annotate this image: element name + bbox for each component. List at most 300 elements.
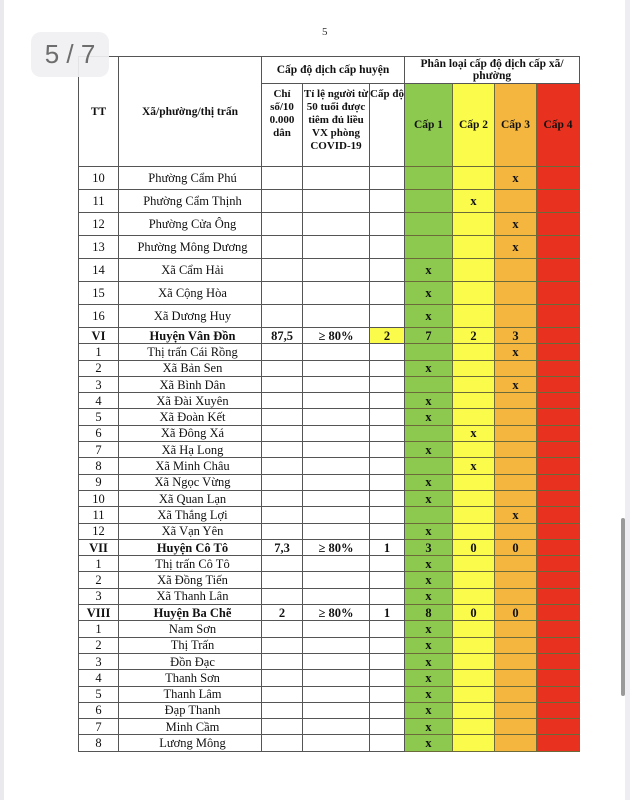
cell-cap-do (370, 621, 405, 637)
table-row (79, 236, 580, 259)
cell-cap3 (495, 442, 537, 458)
cell-cap-do (370, 556, 405, 572)
cell-cap4 (537, 190, 580, 213)
cell-chi-so: 2 (262, 605, 303, 621)
cell-cap3: 0 (495, 605, 537, 621)
cell-ti-le (303, 409, 370, 425)
cell-cap-do (370, 637, 405, 653)
cell-name: Huyện Cô Tô (119, 539, 262, 555)
table-row (79, 282, 580, 305)
cell-name: Xã Đông Xá (119, 425, 262, 441)
cell-ti-le (303, 719, 370, 735)
cell-name: Xã Cộng Hòa (119, 282, 262, 305)
cell-cap1: x (405, 621, 453, 637)
cell-cap2 (453, 702, 495, 718)
cell-cap2 (453, 507, 495, 523)
cell-cap3: x (495, 167, 537, 190)
table-row (79, 344, 580, 360)
cell-cap3 (495, 556, 537, 572)
cell-cap3 (495, 719, 537, 735)
cell-ti-le (303, 344, 370, 360)
cell-cap1 (405, 344, 453, 360)
cell-ti-le (303, 588, 370, 604)
cell-tt: 6 (79, 702, 119, 718)
cell-cap2: x (453, 190, 495, 213)
cell-cap2 (453, 376, 495, 392)
cell-name: Xã Vạn Yên (119, 523, 262, 539)
cell-cap1: 7 (405, 328, 453, 344)
cell-chi-so: 7,3 (262, 539, 303, 555)
cell-name: Phường Cẩm Thịnh (119, 190, 262, 213)
cell-cap-do (370, 442, 405, 458)
cell-cap1: 3 (405, 539, 453, 555)
cell-ti-le (303, 686, 370, 702)
cell-ti-le (303, 621, 370, 637)
cell-ti-le: ≥ 80% (303, 539, 370, 555)
cell-chi-so (262, 572, 303, 588)
cell-cap-do (370, 344, 405, 360)
cell-cap2 (453, 490, 495, 506)
cell-cap4 (537, 490, 580, 506)
table-row (79, 719, 580, 735)
cell-ti-le (303, 236, 370, 259)
page-indicator-badge: 5 / 7 (31, 32, 109, 77)
cell-cap3: x (495, 376, 537, 392)
cell-cap3 (495, 282, 537, 305)
cell-cap2 (453, 409, 495, 425)
cell-cap2 (453, 653, 495, 669)
cell-name: Thanh Lâm (119, 686, 262, 702)
cell-cap3 (495, 653, 537, 669)
cell-cap-do (370, 393, 405, 409)
cell-cap4 (537, 458, 580, 474)
cell-tt: 4 (79, 393, 119, 409)
cell-cap1: x (405, 719, 453, 735)
cell-tt: 12 (79, 213, 119, 236)
scrollbar-thumb[interactable] (621, 518, 625, 696)
cell-cap-do (370, 259, 405, 282)
cell-tt: 14 (79, 259, 119, 282)
cell-cap3 (495, 588, 537, 604)
cell-cap3 (495, 259, 537, 282)
cell-cap1: x (405, 409, 453, 425)
cell-chi-so (262, 282, 303, 305)
cell-cap-do (370, 572, 405, 588)
header-chi-so: Chỉ số/10 0.000 dân (262, 84, 303, 167)
printed-page-number: 5 (322, 26, 328, 38)
cell-cap4 (537, 702, 580, 718)
cell-cap1 (405, 213, 453, 236)
header-district-group: Cấp độ dịch cấp huyện (262, 57, 405, 84)
cell-cap4 (537, 167, 580, 190)
cell-cap3 (495, 490, 537, 506)
cell-cap-do (370, 719, 405, 735)
cell-cap2 (453, 572, 495, 588)
cell-cap4 (537, 621, 580, 637)
cell-cap1: x (405, 490, 453, 506)
cell-cap1 (405, 376, 453, 392)
table-row (79, 458, 580, 474)
cell-name: Thị trấn Cô Tô (119, 556, 262, 572)
cell-chi-so (262, 360, 303, 376)
cell-cap1: x (405, 572, 453, 588)
table-row (79, 305, 580, 328)
cell-cap3: x (495, 236, 537, 259)
cell-chi-so (262, 523, 303, 539)
table-row (79, 670, 580, 686)
cell-cap-do (370, 490, 405, 506)
header-cap1: Cấp 1 (405, 84, 453, 167)
cell-name: Lương Mông (119, 735, 262, 751)
cell-cap2 (453, 588, 495, 604)
cell-ti-le (303, 523, 370, 539)
cell-cap-do: 1 (370, 539, 405, 555)
cell-cap2 (453, 621, 495, 637)
cell-cap4 (537, 442, 580, 458)
cell-cap1: x (405, 523, 453, 539)
cell-tt: 11 (79, 507, 119, 523)
cell-cap3 (495, 572, 537, 588)
cell-name: Xã Đài Xuyên (119, 393, 262, 409)
table-row (79, 442, 580, 458)
cell-cap2 (453, 735, 495, 751)
cell-chi-so: 87,5 (262, 328, 303, 344)
cell-tt: 2 (79, 360, 119, 376)
cell-cap2 (453, 167, 495, 190)
cell-tt: 11 (79, 190, 119, 213)
cell-tt: 9 (79, 474, 119, 490)
cell-cap4 (537, 637, 580, 653)
header-tt: TT (79, 57, 119, 167)
cell-cap2 (453, 344, 495, 360)
cell-cap-do (370, 305, 405, 328)
cell-ti-le (303, 393, 370, 409)
cell-cap2 (453, 637, 495, 653)
cell-chi-so (262, 425, 303, 441)
cell-chi-so (262, 213, 303, 236)
cell-cap1 (405, 167, 453, 190)
table-row (79, 409, 580, 425)
cell-cap-do (370, 523, 405, 539)
table-row (79, 360, 580, 376)
district-row (79, 328, 580, 344)
cell-tt: 5 (79, 686, 119, 702)
cell-cap4 (537, 572, 580, 588)
cell-chi-so (262, 259, 303, 282)
header-cap3: Cấp 3 (495, 84, 537, 167)
cell-cap4 (537, 735, 580, 751)
cell-cap2 (453, 393, 495, 409)
cell-cap1 (405, 236, 453, 259)
cell-cap4 (537, 409, 580, 425)
cell-chi-so (262, 458, 303, 474)
cell-cap2 (453, 442, 495, 458)
cell-cap-do (370, 190, 405, 213)
cell-chi-so (262, 409, 303, 425)
table-row (79, 572, 580, 588)
cell-tt: 7 (79, 442, 119, 458)
cell-cap4 (537, 539, 580, 555)
cell-ti-le (303, 572, 370, 588)
cell-name: Xã Đồng Tiến (119, 572, 262, 588)
cell-tt: 1 (79, 344, 119, 360)
cell-cap3: x (495, 213, 537, 236)
cell-chi-so (262, 490, 303, 506)
table-row (79, 259, 580, 282)
viewer-left-edge (0, 0, 4, 800)
cell-cap4 (537, 425, 580, 441)
table-row (79, 621, 580, 637)
cell-cap-do (370, 409, 405, 425)
cell-chi-so (262, 719, 303, 735)
cell-name: Minh Cầm (119, 719, 262, 735)
cell-cap3: x (495, 344, 537, 360)
table-row (79, 376, 580, 392)
cell-name: Xã Dương Huy (119, 305, 262, 328)
cell-name: Thị trấn Cái Rồng (119, 344, 262, 360)
cell-cap3 (495, 360, 537, 376)
cell-name: Phường Cẩm Phú (119, 167, 262, 190)
cell-cap4 (537, 719, 580, 735)
cell-name: Huyện Vân Đồn (119, 328, 262, 344)
table-row (79, 507, 580, 523)
cell-ti-le (303, 442, 370, 458)
cell-ti-le (303, 376, 370, 392)
cell-cap-do (370, 653, 405, 669)
cell-cap4 (537, 360, 580, 376)
cell-cap4 (537, 344, 580, 360)
cell-name: Xã Cẩm Hải (119, 259, 262, 282)
header-cap-do: Cấp độ (370, 84, 405, 167)
epidemic-level-table (78, 56, 580, 752)
cell-cap1: 8 (405, 605, 453, 621)
cell-cap3: 0 (495, 539, 537, 555)
cell-ti-le (303, 167, 370, 190)
cell-chi-so (262, 621, 303, 637)
cell-name: Huyện Ba Chẽ (119, 605, 262, 621)
cell-tt: VI (79, 328, 119, 344)
cell-cap2 (453, 686, 495, 702)
cell-cap2 (453, 360, 495, 376)
cell-ti-le (303, 637, 370, 653)
cell-cap4 (537, 653, 580, 669)
cell-chi-so (262, 556, 303, 572)
table-row (79, 702, 580, 718)
header-ti-le: Tỉ lệ người từ 50 tuổi được tiêm đủ liều VX phòng COVID-19 (303, 84, 370, 167)
header-commune-group: Phân loại cấp độ dịch cấp xã/ phường (405, 57, 580, 84)
cell-cap4 (537, 686, 580, 702)
cell-chi-so (262, 344, 303, 360)
cell-name: Xã Bình Dân (119, 376, 262, 392)
cell-ti-le (303, 702, 370, 718)
table-row (79, 588, 580, 604)
cell-cap2 (453, 305, 495, 328)
cell-name: Thị Trấn (119, 637, 262, 653)
cell-name: Xã Minh Châu (119, 458, 262, 474)
cell-chi-so (262, 588, 303, 604)
cell-cap3 (495, 637, 537, 653)
cell-tt: 5 (79, 409, 119, 425)
cell-cap3 (495, 393, 537, 409)
cell-cap1: x (405, 474, 453, 490)
cell-cap2 (453, 670, 495, 686)
table-row (79, 637, 580, 653)
cell-name: Xã Quan Lạn (119, 490, 262, 506)
table-row (79, 213, 580, 236)
table-row (79, 474, 580, 490)
cell-cap2 (453, 282, 495, 305)
cell-tt: 1 (79, 621, 119, 637)
scroll-track[interactable] (625, 0, 630, 800)
cell-cap2: 2 (453, 328, 495, 344)
cell-chi-so (262, 190, 303, 213)
table-body (79, 167, 580, 752)
cell-tt: 13 (79, 236, 119, 259)
cell-cap3 (495, 409, 537, 425)
cell-cap4 (537, 507, 580, 523)
cell-cap4 (537, 474, 580, 490)
cell-chi-so (262, 376, 303, 392)
cell-cap2 (453, 523, 495, 539)
cell-cap4 (537, 393, 580, 409)
cell-cap-do (370, 588, 405, 604)
cell-tt: VIII (79, 605, 119, 621)
table-row (79, 523, 580, 539)
cell-cap3 (495, 686, 537, 702)
cell-cap2 (453, 556, 495, 572)
cell-chi-so (262, 653, 303, 669)
cell-name: Thanh Sơn (119, 670, 262, 686)
cell-chi-so (262, 702, 303, 718)
cell-cap4 (537, 588, 580, 604)
cell-cap4 (537, 305, 580, 328)
cell-tt: 8 (79, 735, 119, 751)
cell-cap2 (453, 236, 495, 259)
cell-cap1: x (405, 670, 453, 686)
cell-chi-so (262, 637, 303, 653)
cell-cap1 (405, 190, 453, 213)
cell-cap-do (370, 735, 405, 751)
cell-ti-le (303, 259, 370, 282)
cell-tt: 7 (79, 719, 119, 735)
cell-cap4 (537, 605, 580, 621)
table-row (79, 653, 580, 669)
cell-chi-so (262, 393, 303, 409)
table-row (79, 190, 580, 213)
cell-chi-so (262, 507, 303, 523)
cell-chi-so (262, 305, 303, 328)
cell-cap2: 0 (453, 539, 495, 555)
cell-ti-le: ≥ 80% (303, 605, 370, 621)
cell-cap-do (370, 282, 405, 305)
cell-ti-le (303, 507, 370, 523)
cell-tt: 2 (79, 637, 119, 653)
cell-ti-le (303, 653, 370, 669)
cell-cap1: x (405, 259, 453, 282)
cell-name: Xã Đoàn Kết (119, 409, 262, 425)
cell-cap-do (370, 236, 405, 259)
cell-cap3 (495, 425, 537, 441)
cell-tt: 3 (79, 376, 119, 392)
cell-cap1: x (405, 442, 453, 458)
cell-cap2 (453, 259, 495, 282)
cell-cap3 (495, 474, 537, 490)
cell-cap1: x (405, 305, 453, 328)
cell-tt: 10 (79, 167, 119, 190)
table-row (79, 425, 580, 441)
table-row (79, 735, 580, 751)
cell-tt: 12 (79, 523, 119, 539)
cell-cap2 (453, 474, 495, 490)
cell-cap-do (370, 213, 405, 236)
cell-ti-le (303, 735, 370, 751)
cell-ti-le (303, 425, 370, 441)
cell-cap-do (370, 702, 405, 718)
cell-cap-do (370, 458, 405, 474)
cell-cap-do (370, 167, 405, 190)
cell-cap1 (405, 425, 453, 441)
cell-cap4 (537, 259, 580, 282)
cell-name: Xã Thanh Lân (119, 588, 262, 604)
cell-chi-so (262, 442, 303, 458)
cell-ti-le (303, 458, 370, 474)
cell-cap2 (453, 719, 495, 735)
cell-cap4 (537, 328, 580, 344)
cell-name: Phường Mông Dương (119, 236, 262, 259)
cell-tt: 3 (79, 653, 119, 669)
cell-cap1: x (405, 735, 453, 751)
cell-ti-le (303, 474, 370, 490)
cell-cap3 (495, 458, 537, 474)
cell-tt: 16 (79, 305, 119, 328)
cell-cap4 (537, 236, 580, 259)
cell-chi-so (262, 735, 303, 751)
table-row (79, 167, 580, 190)
district-row (79, 539, 580, 555)
table-row (79, 556, 580, 572)
cell-cap-do: 1 (370, 605, 405, 621)
cell-cap3 (495, 621, 537, 637)
cell-chi-so (262, 686, 303, 702)
header-cap4: Cấp 4 (537, 84, 580, 167)
cell-cap3 (495, 735, 537, 751)
cell-cap3: x (495, 507, 537, 523)
cell-cap3 (495, 702, 537, 718)
table-row (79, 393, 580, 409)
cell-cap4 (537, 523, 580, 539)
district-row (79, 605, 580, 621)
cell-ti-le (303, 556, 370, 572)
cell-cap1: x (405, 637, 453, 653)
cell-name: Xã Thắng Lợi (119, 507, 262, 523)
cell-tt: 1 (79, 556, 119, 572)
cell-tt: 10 (79, 490, 119, 506)
cell-cap1: x (405, 653, 453, 669)
cell-chi-so (262, 474, 303, 490)
cell-name: Phường Cửa Ông (119, 213, 262, 236)
header-name: Xã/phường/thị trấn (119, 57, 262, 167)
cell-cap-do (370, 507, 405, 523)
cell-cap-do (370, 360, 405, 376)
cell-cap1 (405, 507, 453, 523)
cell-cap1: x (405, 702, 453, 718)
cell-tt: 3 (79, 588, 119, 604)
cell-cap-do (370, 670, 405, 686)
cell-cap-do (370, 474, 405, 490)
cell-ti-le (303, 490, 370, 506)
cell-chi-so (262, 236, 303, 259)
cell-cap1 (405, 458, 453, 474)
